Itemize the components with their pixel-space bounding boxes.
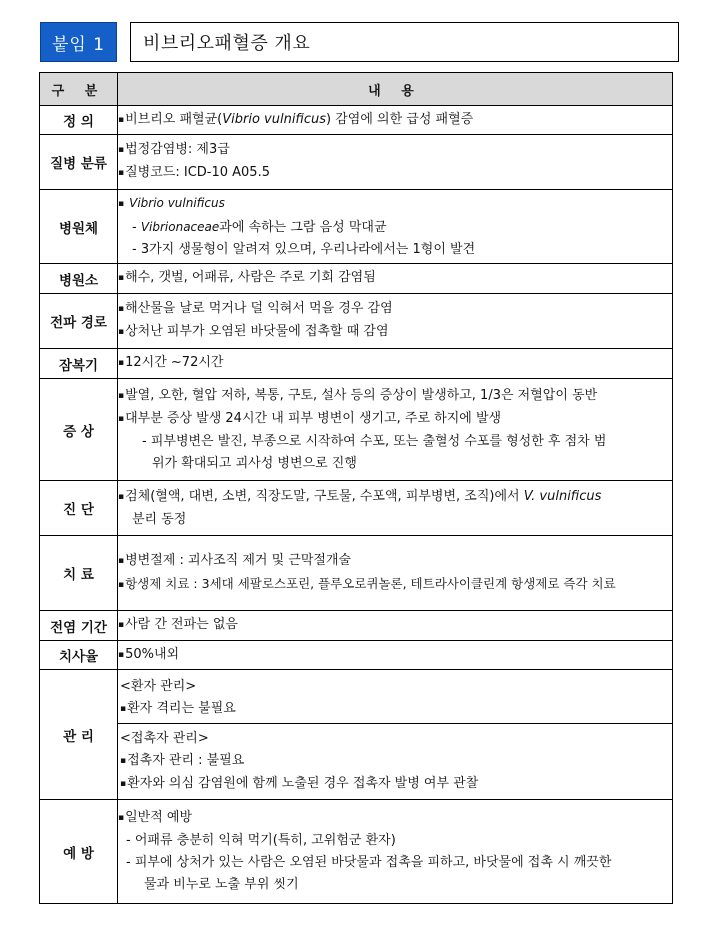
row-label-symptoms: 증 상 [40,379,118,481]
patient-management-section: <환자 관리> ▪ 환자 격리는 불필요 [118,676,672,724]
table-row-fatality [40,641,673,670]
row-label-contagious-period: 전염 기간 [40,611,118,641]
row-content-diagnosis: ▪ 검체(혈액, 대변, 소변, 직장도말, 구토물, 수포액, 피부병변, 조직)에서 V. vulnificus 분리 동정 [118,481,673,536]
table-row-pathogen [40,190,673,264]
row-content-treatment: ▪ 병변절제 : 괴사조직 제거 및 근막절개술 ▪ 항생제 치료 : 3세대 세팔로스포린, 플루오로퀴놀론, 테트라사이클린계 항생제로 즉각 치료 [118,536,673,611]
document-header [40,22,680,62]
row-label-incubation: 잠복기 [40,349,118,379]
row-content-symptoms: ▪ 발열, 오한, 혈압 저하, 복통, 구토, 설사 등의 증상이 발생하고, 1/3은 저혈압이 동반 ▪ 대부분 증상 발생 24시간 내 피부 병변이 생기고, 주로 하지에 발생 - 피부병변은 발진, 부종으로 시작하여 수포, 또는 출혈성 수포를 형성한 후 점차 범 위가 확대되고 괴사성 병변으로 진행 [118,379,673,481]
row-content-transmission: ▪ 해산물을 날로 먹거나 덜 익혀서 먹을 경우 감염 ▪ 상처난 피부가 오염된 바닷물에 접촉할 때 감염 [118,294,673,349]
row-label-pathogen: 병원체 [40,190,118,264]
row-content-fatality: ▪ 50%내외 [118,641,673,670]
table-row-prevention [40,800,673,904]
row-label-classification: 질병 분류 [40,135,118,190]
row-content-pathogen: ▪ Vibrio vulnificus - Vibrionaceae과에 속하는 그람 음성 막대균 - 3가지 생물형이 알려져 있으며, 우리나라에서는 1형이 발견 [118,190,673,264]
row-label-prevention: 예 방 [40,800,118,904]
table-row-symptoms [40,379,673,481]
table-row-diagnosis [40,481,673,536]
table-row-definition [40,106,673,135]
table-row-contagious-period [40,611,673,641]
row-label-treatment: 치 료 [40,536,118,611]
scientific-name: V. vulnificus [523,488,602,504]
column-header-category: 구 분 [40,73,118,106]
table-row-incubation [40,349,673,379]
attachment-badge: 붙임 1 [40,22,117,62]
scientific-name: Vibrio vulnificus [222,111,326,127]
row-content-contagious-period: ▪ 사람 간 전파는 없음 [118,611,673,641]
row-label-diagnosis: 진 단 [40,481,118,536]
row-content-definition: ▪ 비브리오 패혈균(Vibrio vulnificus) 감염에 의한 급성 패혈증 [118,106,673,135]
row-label-source: 병원소 [40,264,118,294]
row-content-incubation: ▪ 12시간 ~72시간 [118,349,673,379]
row-content-management [118,670,673,800]
column-header-content: 내 용 [118,73,673,106]
row-content-source: ▪ 해수, 갯벌, 어패류, 사람은 주로 기회 감염됨 [118,264,673,294]
table-row-treatment [40,536,673,611]
row-content-classification: ▪ 법정감염병: 제3급 ▪ 질병코드: ICD-10 A05.5 [118,135,673,190]
table-row-classification [40,135,673,190]
row-content-prevention: ▪ 일반적 예방 - 어패류 충분히 익혀 먹기(특히, 고위험군 환자) - 피부에 상처가 있는 사람은 오염된 바닷물과 접촉을 피하고, 바닷물에 접촉 시 깨끗한 물과 비누로 노출 부위 씻기 [118,800,673,904]
row-label-transmission: 전파 경로 [40,294,118,349]
document-title: 비브리오패혈증 개요 [130,22,679,62]
row-label-definition: 정 의 [40,106,118,135]
row-label-management: 관 리 [40,670,118,800]
contact-management-section: <접촉자 관리> ▪ 접촉자 관리 : 불필요 ▪ 환자와 의심 감염원에 함께 노출된 경우 접촉자 발병 여부 관찰 [120,724,670,796]
row-label-fatality: 치사율 [40,641,118,670]
table-row-management [40,670,673,800]
table-row-source [40,264,673,294]
table-row-transmission [40,294,673,349]
overview-table [39,72,673,904]
table-header-row [40,73,673,106]
